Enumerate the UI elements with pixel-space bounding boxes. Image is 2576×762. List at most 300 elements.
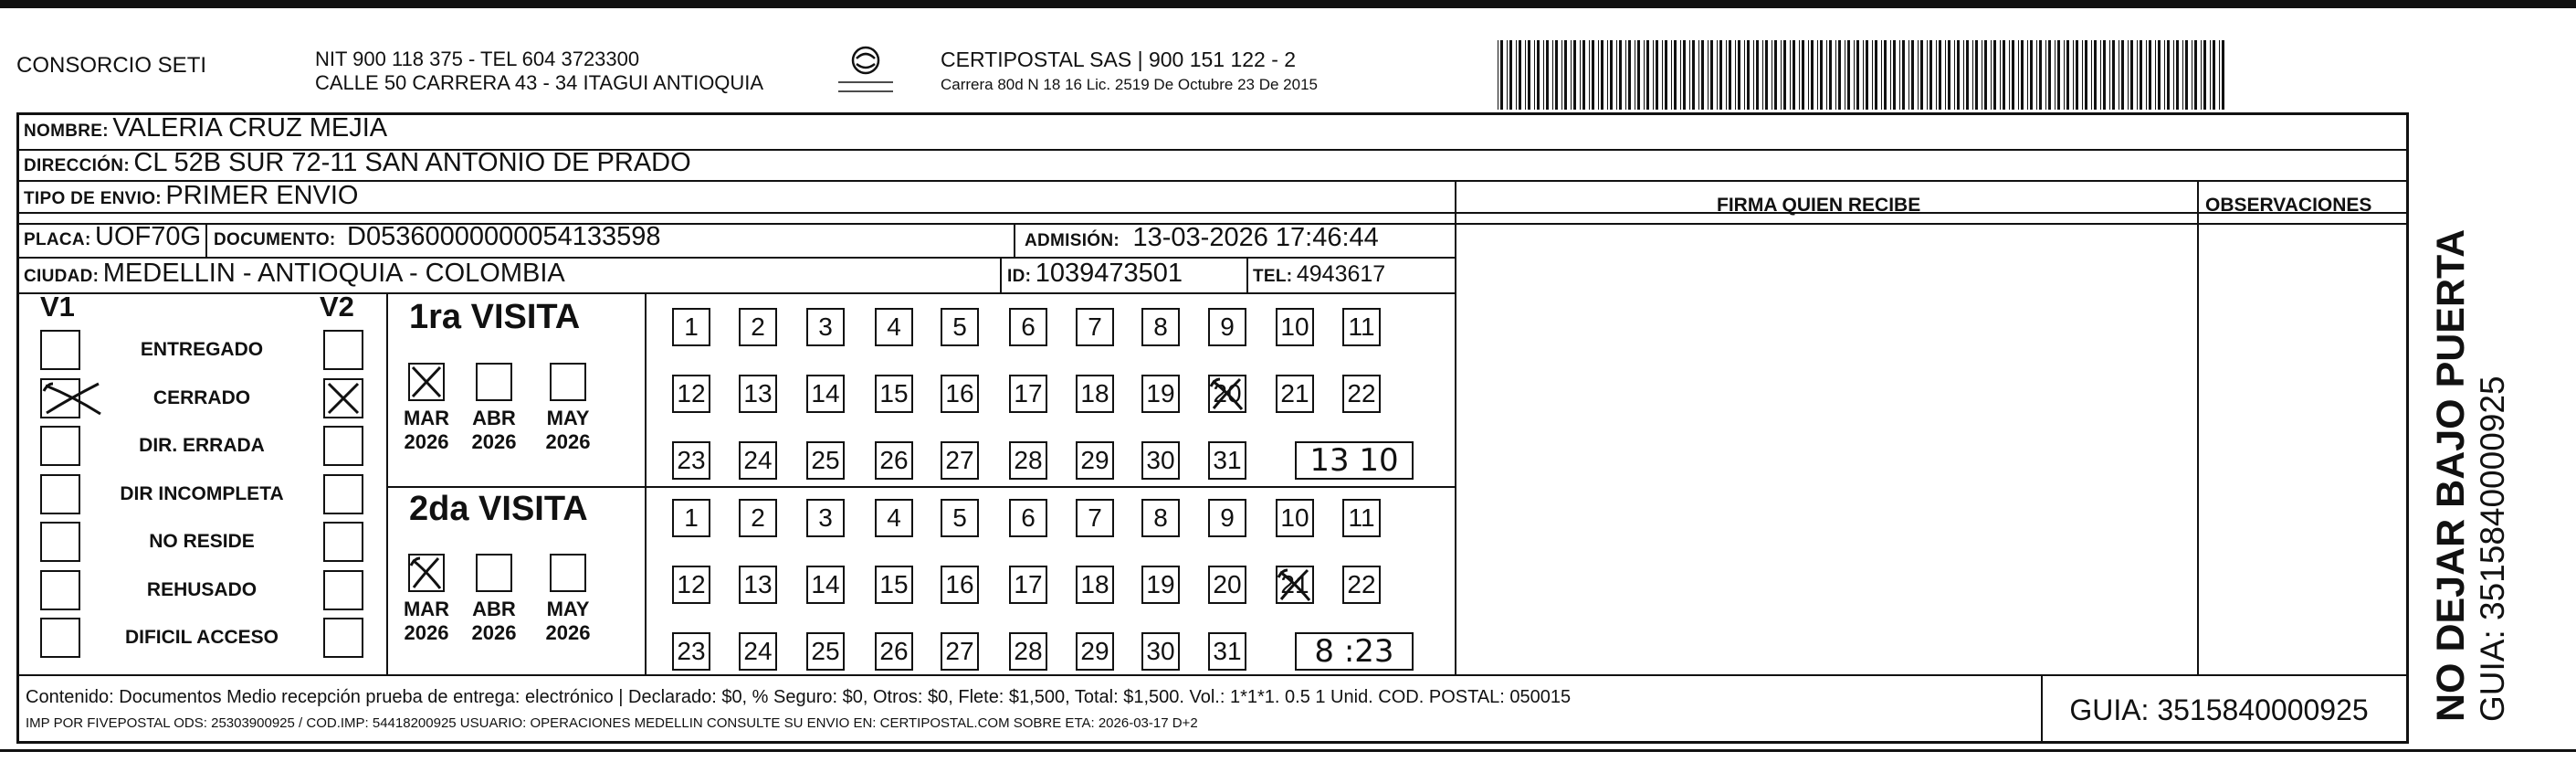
- barcode-bar: [1993, 40, 1996, 110]
- barcode-bar: [2085, 40, 2087, 110]
- day-box[interactable]: 30: [1141, 441, 1180, 480]
- barcode-bar: [1543, 40, 1544, 110]
- barcode-bar: [2149, 40, 2151, 110]
- v1-checkbox[interactable]: [40, 570, 80, 610]
- day-box[interactable]: 20: [1208, 566, 1246, 604]
- barcode-bar: [1500, 40, 1503, 110]
- month-name: MAY: [546, 407, 590, 429]
- day-box[interactable]: 27: [941, 632, 979, 671]
- tel-row: [1253, 261, 1385, 288]
- barcode-bar: [1808, 40, 1809, 110]
- barcode-bar: [1747, 40, 1750, 110]
- barcode-bar: [1708, 40, 1709, 110]
- barcode-bar: [2057, 40, 2060, 110]
- barcode-bar: [1847, 40, 1850, 110]
- barcode-bar: [2039, 40, 2042, 110]
- barcode-bar: [2194, 40, 2197, 110]
- footer-content: Contenido: Documentos Medio recepción prueba de entrega: electrónico | Declarado: $0, % Seguro: $0, Otros: $0, Flete: $1,500, Total: $1,500. Vol.: 1*1*1. 0.5 1 Unid. COD. POSTAL: 050015: [26, 687, 1572, 707]
- barcode-bar: [2158, 40, 2161, 110]
- day-box[interactable]: 13: [739, 566, 777, 604]
- barcode-bar: [1966, 40, 1969, 110]
- status-label: ENTREGADO: [140, 339, 264, 360]
- day-box[interactable]: 1: [672, 499, 710, 537]
- barcode-bar: [1683, 40, 1686, 110]
- documento-label: DOCUMENTO:: [214, 230, 336, 249]
- barcode-bar: [2130, 40, 2133, 110]
- barcode-bar: [1580, 40, 1581, 110]
- barcode-bar: [1899, 40, 1900, 110]
- ciudad-value: MEDELLIN - ANTIOQUIA - COLOMBIA: [102, 259, 565, 288]
- barcode-bar: [1911, 40, 1914, 110]
- barcode-bar: [1616, 40, 1617, 110]
- day-box[interactable]: 30: [1141, 632, 1180, 671]
- v1-check-mark: [42, 380, 104, 417]
- barcode-bar: [1939, 40, 1941, 110]
- month-year: 2026: [471, 430, 517, 453]
- barcode-bar: [2027, 40, 2028, 110]
- day-box[interactable]: 5: [941, 308, 979, 346]
- barcode-bar: [1991, 40, 1992, 110]
- barcode-bar: [2082, 40, 2083, 110]
- visit2-title: 2da VISITA: [409, 490, 588, 528]
- firma-header: FIRMA QUIEN RECIBE: [1717, 195, 1921, 216]
- barcode-bar: [1555, 40, 1558, 110]
- barcode-bar: [1945, 40, 1946, 110]
- tipo-value: PRIMER ENVIO: [165, 181, 359, 210]
- day-box[interactable]: 4: [875, 499, 913, 537]
- barcode-bar: [1671, 40, 1672, 110]
- barcode-bar: [1854, 40, 1855, 110]
- month-name: ABR: [472, 407, 516, 429]
- day-box[interactable]: 21: [1276, 375, 1314, 413]
- barcode-bar: [1564, 40, 1567, 110]
- barcode-bar: [2066, 40, 2069, 110]
- barcode-bar: [1662, 40, 1663, 110]
- barcode-bar: [2021, 40, 2024, 110]
- barcode-bar: [2137, 40, 2138, 110]
- barcode-bar: [1972, 40, 1973, 110]
- barcode-bar: [2018, 40, 2019, 110]
- day-box[interactable]: 8: [1141, 499, 1180, 537]
- status-label: NO RESIDE: [149, 531, 255, 552]
- barcode-bar: [1653, 40, 1654, 110]
- tipo-label: TIPO DE ENVIO:: [24, 189, 162, 208]
- v2-checkbox[interactable]: [323, 618, 363, 658]
- barcode-bar: [1665, 40, 1667, 110]
- month-label: [394, 407, 458, 454]
- month-year: 2026: [545, 430, 591, 453]
- month-checkbox[interactable]: [476, 363, 512, 401]
- day-box[interactable]: 2: [739, 308, 777, 346]
- admision-row: [1025, 223, 1379, 253]
- barcode-bar: [1872, 40, 1873, 110]
- barcode-bar: [1829, 40, 1832, 110]
- barcode-bar: [1799, 40, 1800, 110]
- day-box[interactable]: 28: [1009, 632, 1047, 671]
- visit-time: 13 10: [1295, 441, 1414, 480]
- day-check-mark: [1209, 376, 1246, 412]
- id-value: 1039473501: [1035, 259, 1183, 288]
- barcode-bar: [2140, 40, 2142, 110]
- barcode-bar: [1601, 40, 1603, 110]
- day-box[interactable]: 3: [806, 499, 845, 537]
- month-name: MAR: [403, 598, 450, 620]
- barcode-bar: [2036, 40, 2037, 110]
- nombre-label: NOMBRE:: [24, 122, 109, 141]
- nombre-value: VALERIA CRUZ MEJIA: [112, 113, 388, 143]
- v1-heading: V1: [40, 291, 75, 323]
- barcode-bar: [2222, 40, 2224, 110]
- ciudad-row: [24, 259, 565, 289]
- day-box[interactable]: 12: [672, 566, 710, 604]
- barcode-bar: [1628, 40, 1631, 110]
- month-label: [462, 407, 526, 454]
- barcode-bar: [2203, 40, 2206, 110]
- tel-label: TEL:: [1253, 267, 1293, 286]
- barcode-bar: [1793, 40, 1795, 110]
- barcode: [1498, 40, 2228, 110]
- day-box[interactable]: 26: [875, 632, 913, 671]
- barcode-bar: [1625, 40, 1626, 110]
- barcode-bar: [1710, 40, 1713, 110]
- v2-checkbox[interactable]: [323, 426, 363, 466]
- barcode-bar: [2173, 40, 2174, 110]
- day-box[interactable]: 23: [672, 632, 710, 671]
- day-box[interactable]: 17: [1009, 375, 1047, 413]
- barcode-bar: [1735, 40, 1736, 110]
- barcode-bar: [1546, 40, 1549, 110]
- month-label: [394, 598, 458, 645]
- day-box[interactable]: 27: [941, 441, 979, 480]
- barcode-bar: [1726, 40, 1727, 110]
- barcode-bar: [1644, 40, 1645, 110]
- barcode-bar: [2109, 40, 2110, 110]
- day-box[interactable]: 22: [1342, 375, 1381, 413]
- address-line: CALLE 50 CARRERA 43 - 34 ITAGUI ANTIOQUIA: [315, 71, 764, 94]
- day-box[interactable]: 10: [1276, 308, 1314, 346]
- tipo-row: [24, 181, 359, 211]
- barcode-bar: [1756, 40, 1759, 110]
- day-box[interactable]: 9: [1208, 499, 1246, 537]
- barcode-bar: [2009, 40, 2010, 110]
- v1-checkbox[interactable]: [40, 474, 80, 514]
- barcode-bar: [2155, 40, 2156, 110]
- day-check-mark: [1277, 566, 1313, 603]
- barcode-bar: [1698, 40, 1699, 110]
- day-box[interactable]: 25: [806, 632, 845, 671]
- day-box[interactable]: 8: [1141, 308, 1180, 346]
- id-row: [1007, 259, 1183, 289]
- barcode-bar: [2121, 40, 2124, 110]
- day-box[interactable]: 11: [1342, 499, 1381, 537]
- month-check-mark: [409, 364, 444, 400]
- barcode-bar: [1881, 40, 1882, 110]
- barcode-bar: [1589, 40, 1590, 110]
- barcode-bar: [2003, 40, 2005, 110]
- barcode-bar: [1507, 40, 1508, 110]
- barcode-bar: [2146, 40, 2147, 110]
- barcode-bar: [1528, 40, 1530, 110]
- barcode-bar: [1856, 40, 1859, 110]
- v2-checkbox[interactable]: [323, 522, 363, 562]
- barcode-bar: [1592, 40, 1594, 110]
- company-name: CONSORCIO SETI: [16, 53, 207, 78]
- barcode-bar: [1537, 40, 1540, 110]
- month-label: [536, 407, 600, 454]
- day-box[interactable]: 31: [1208, 632, 1246, 671]
- barcode-bar: [1534, 40, 1535, 110]
- nombre-row: [24, 113, 387, 143]
- ciudad-label: CIUDAD:: [24, 267, 100, 286]
- barcode-bar: [1582, 40, 1585, 110]
- v1-checkbox[interactable]: [40, 426, 80, 466]
- documento-value: D05360000000054133598: [347, 222, 661, 251]
- license-line: Carrera 80d N 18 16 Lic. 2519 De Octubre 23 De 2015: [941, 76, 1318, 93]
- barcode-bar: [1936, 40, 1937, 110]
- day-box[interactable]: 23: [672, 441, 710, 480]
- barcode-bar: [1637, 40, 1640, 110]
- barcode-bar: [2073, 40, 2074, 110]
- barcode-bar: [2091, 40, 2092, 110]
- placa-value: UOF70G: [95, 222, 202, 251]
- day-box[interactable]: 15: [875, 566, 913, 604]
- barcode-bar: [1525, 40, 1526, 110]
- footer-print-info: IMP POR FIVEPOSTAL ODS: 25303900925 / COD.IMP: 54418200925 USUARIO: OPERACIONES MEDELLIN CONSULTE SU ENVIO EN: CERTIPOSTAL.COM SOBRE ETA: 2026-03-17 D+2: [26, 715, 1198, 731]
- barcode-bar: [2094, 40, 2097, 110]
- observaciones-header: OBSERVACIONES: [2205, 195, 2372, 216]
- barcode-bar: [1561, 40, 1562, 110]
- barcode-bar: [1811, 40, 1814, 110]
- tel-value: 4943617: [1296, 261, 1386, 287]
- placa-label: PLACA:: [24, 230, 91, 249]
- status-label: DIR. ERRADA: [139, 435, 265, 456]
- day-box[interactable]: 19: [1141, 566, 1180, 604]
- day-box[interactable]: 18: [1076, 566, 1114, 604]
- barcode-bar: [2100, 40, 2101, 110]
- day-box[interactable]: 11: [1342, 308, 1381, 346]
- barcode-bar: [1783, 40, 1786, 110]
- barcode-bar: [1774, 40, 1777, 110]
- v1-checkbox[interactable]: [40, 330, 80, 370]
- v1-checkbox[interactable]: [40, 522, 80, 562]
- barcode-bar: [2064, 40, 2065, 110]
- barcode-bar: [1817, 40, 1818, 110]
- guia-number: GUIA: 3515840000925: [2069, 693, 2369, 726]
- day-box[interactable]: 21: [1276, 566, 1314, 604]
- month-year: 2026: [471, 621, 517, 644]
- admision-label: ADMISIÓN:: [1025, 231, 1120, 250]
- v2-checkbox[interactable]: [323, 474, 363, 514]
- month-label: [462, 598, 526, 645]
- month-year: 2026: [404, 621, 449, 644]
- day-box[interactable]: 13: [739, 375, 777, 413]
- month-name: ABR: [472, 598, 516, 620]
- day-box[interactable]: 16: [941, 375, 979, 413]
- day-box[interactable]: 18: [1076, 375, 1114, 413]
- barcode-bar: [1866, 40, 1868, 110]
- barcode-bar: [1719, 40, 1722, 110]
- barcode-bar: [1744, 40, 1745, 110]
- day-box[interactable]: 26: [875, 441, 913, 480]
- status-label: REHUSADO: [146, 578, 258, 600]
- barcode-bar: [1701, 40, 1704, 110]
- barcode-bar: [1619, 40, 1622, 110]
- month-checkbox[interactable]: [550, 554, 586, 592]
- v2-check-mark: [325, 380, 362, 417]
- barcode-bar: [1927, 40, 1928, 110]
- barcode-bar: [1519, 40, 1521, 110]
- day-box[interactable]: 19: [1141, 375, 1180, 413]
- day-box[interactable]: 29: [1076, 632, 1114, 671]
- barcode-bar: [1646, 40, 1649, 110]
- barcode-bar: [1781, 40, 1782, 110]
- status-label: DIR INCOMPLETA: [120, 482, 284, 504]
- barcode-bar: [1890, 40, 1891, 110]
- day-box[interactable]: 7: [1076, 308, 1114, 346]
- carrier-info: [941, 48, 1318, 97]
- day-box[interactable]: 2: [739, 499, 777, 537]
- barcode-bar: [2055, 40, 2056, 110]
- day-box[interactable]: 1: [672, 308, 710, 346]
- barcode-bar: [1738, 40, 1740, 110]
- barcode-bar: [2012, 40, 2014, 110]
- barcode-bar: [1516, 40, 1517, 110]
- day-box[interactable]: 10: [1276, 499, 1314, 537]
- day-box[interactable]: 7: [1076, 499, 1114, 537]
- barcode-bar: [1674, 40, 1677, 110]
- day-box[interactable]: 24: [739, 441, 777, 480]
- barcode-bar: [2076, 40, 2078, 110]
- barcode-bar: [2048, 40, 2051, 110]
- barcode-bar: [1893, 40, 1896, 110]
- day-box[interactable]: 15: [875, 375, 913, 413]
- barcode-bar: [1908, 40, 1909, 110]
- day-box[interactable]: 6: [1009, 499, 1047, 537]
- month-name: MAR: [403, 407, 450, 429]
- placa-row: [24, 222, 201, 252]
- month-year: 2026: [545, 621, 591, 644]
- direccion-value: CL 52B SUR 72-11 SAN ANTONIO DE PRADO: [133, 148, 691, 177]
- day-box[interactable]: 12: [672, 375, 710, 413]
- barcode-bar: [1948, 40, 1950, 110]
- month-check-mark: [409, 555, 444, 591]
- day-box[interactable]: 14: [806, 566, 845, 604]
- barcode-bar: [2219, 40, 2220, 110]
- barcode-bar: [1838, 40, 1841, 110]
- barcode-bar: [1963, 40, 1964, 110]
- day-box[interactable]: 14: [806, 375, 845, 413]
- barcode-bar: [1762, 40, 1763, 110]
- v2-heading: V2: [320, 291, 354, 323]
- day-box[interactable]: 16: [941, 566, 979, 604]
- day-box[interactable]: 6: [1009, 308, 1047, 346]
- barcode-bar: [1656, 40, 1658, 110]
- carrier-line: CERTIPOSTAL SAS | 900 151 122 - 2: [941, 48, 1297, 71]
- barcode-bar: [1729, 40, 1731, 110]
- v1-checkbox[interactable]: [40, 618, 80, 658]
- company-contact: [315, 48, 763, 95]
- barcode-bar: [2103, 40, 2106, 110]
- day-box[interactable]: 3: [806, 308, 845, 346]
- day-box[interactable]: 20: [1208, 375, 1246, 413]
- barcode-bar: [1957, 40, 1960, 110]
- month-label: [536, 598, 600, 645]
- barcode-bar: [1875, 40, 1877, 110]
- v2-checkbox[interactable]: [323, 330, 363, 370]
- status-label: CERRADO: [152, 386, 251, 408]
- nit-line: NIT 900 118 375 - TEL 604 3723300: [315, 48, 640, 70]
- barcode-bar: [1753, 40, 1754, 110]
- admision-value: 13-03-2026 17:46:44: [1132, 223, 1379, 252]
- barcode-bar: [1607, 40, 1608, 110]
- month-year: 2026: [404, 430, 449, 453]
- day-box[interactable]: 22: [1342, 566, 1381, 604]
- bottom-border: [0, 749, 2576, 752]
- month-checkbox[interactable]: [476, 554, 512, 592]
- day-box[interactable]: 28: [1009, 441, 1047, 480]
- barcode-bar: [1552, 40, 1553, 110]
- side-guia: GUIA: 3515840000925: [2474, 376, 2511, 722]
- day-box[interactable]: 4: [875, 308, 913, 346]
- month-checkbox[interactable]: [550, 363, 586, 401]
- barcode-bar: [1717, 40, 1718, 110]
- barcode-bar: [2112, 40, 2115, 110]
- no-dejar-warning: NO DEJAR BAJO PUERTA: [2429, 228, 2473, 722]
- barcode-bar: [1680, 40, 1681, 110]
- barcode-bar: [2128, 40, 2129, 110]
- month-name: MAY: [546, 598, 590, 620]
- barcode-bar: [1902, 40, 1905, 110]
- day-box[interactable]: 24: [739, 632, 777, 671]
- barcode-bar: [1826, 40, 1827, 110]
- barcode-bar: [2000, 40, 2001, 110]
- day-box[interactable]: 5: [941, 499, 979, 537]
- day-box[interactable]: 9: [1208, 308, 1246, 346]
- id-label: ID:: [1007, 267, 1032, 286]
- barcode-bar: [1929, 40, 1932, 110]
- barcode-bar: [1598, 40, 1599, 110]
- day-box[interactable]: 17: [1009, 566, 1047, 604]
- day-box[interactable]: 31: [1208, 441, 1246, 480]
- barcode-bar: [1954, 40, 1955, 110]
- barcode-bar: [2182, 40, 2183, 110]
- barcode-bar: [1835, 40, 1836, 110]
- barcode-bar: [2045, 40, 2046, 110]
- barcode-bar: [2176, 40, 2179, 110]
- direccion-label: DIRECCIÓN:: [24, 156, 130, 175]
- visit-time: 8 :23: [1295, 632, 1414, 671]
- side-text: [2429, 229, 2513, 722]
- barcode-bar: [1790, 40, 1791, 110]
- barcode-bar: [2213, 40, 2215, 110]
- barcode-bar: [2201, 40, 2202, 110]
- top-border: [0, 0, 2576, 8]
- barcode-bar: [1571, 40, 1572, 110]
- barcode-bar: [1920, 40, 1923, 110]
- day-box[interactable]: 29: [1076, 441, 1114, 480]
- direccion-row: [24, 148, 691, 178]
- barcode-bar: [2185, 40, 2188, 110]
- certipostal-logo: [833, 44, 899, 97]
- barcode-bar: [1802, 40, 1804, 110]
- documento-row: [214, 222, 661, 252]
- barcode-bar: [1984, 40, 1987, 110]
- day-box[interactable]: 25: [806, 441, 845, 480]
- barcode-bar: [1863, 40, 1864, 110]
- v2-checkbox[interactable]: [323, 570, 363, 610]
- barcode-bar: [1692, 40, 1695, 110]
- status-label: DIFICIL ACCESO: [124, 627, 279, 648]
